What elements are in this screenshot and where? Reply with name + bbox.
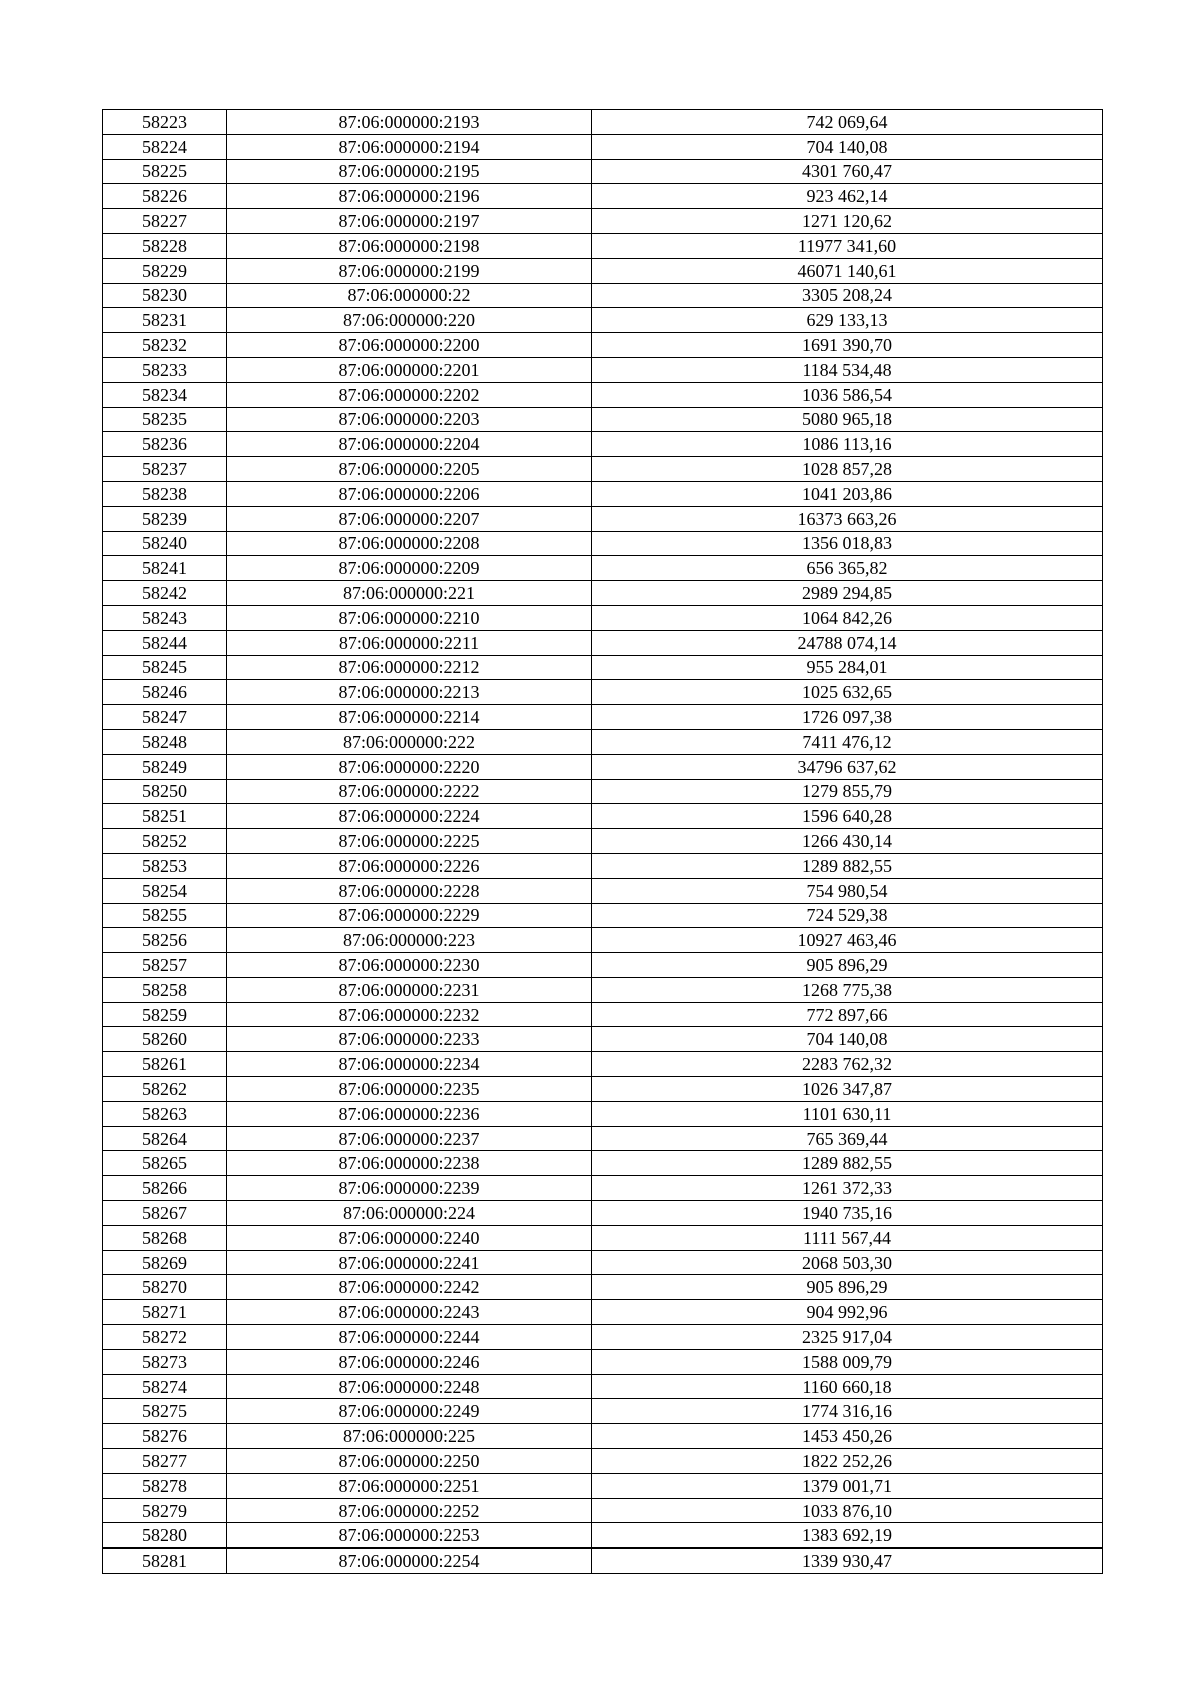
- cadastral-value-cell: 2068 503,30: [592, 1250, 1103, 1275]
- cadastral-value-cell: 1025 632,65: [592, 680, 1103, 705]
- table-row: [103, 605, 1103, 630]
- row-number-cell: 58236: [103, 432, 227, 457]
- cadastral-value-cell: 1588 009,79: [592, 1349, 1103, 1374]
- cadastral-value-cell: 10927 463,46: [592, 928, 1103, 953]
- cadastral-value-cell: 704 140,08: [592, 1027, 1103, 1052]
- cadastral-number-cell: 87:06:000000:2244: [227, 1325, 592, 1350]
- cadastral-number-cell: 87:06:000000:2250: [227, 1449, 592, 1474]
- table-row: [103, 432, 1103, 457]
- cadastral-number-cell: 87:06:000000:2237: [227, 1126, 592, 1151]
- table-row: [103, 159, 1103, 184]
- table-row: [103, 1101, 1103, 1126]
- row-number-cell: 58258: [103, 977, 227, 1002]
- row-number-cell: 58244: [103, 630, 227, 655]
- table-row: [103, 977, 1103, 1002]
- cadastral-value-cell: 1279 855,79: [592, 779, 1103, 804]
- table-row: [103, 853, 1103, 878]
- cadastral-number-cell: 87:06:000000:2249: [227, 1399, 592, 1424]
- row-number-cell: 58274: [103, 1374, 227, 1399]
- row-number-cell: 58257: [103, 953, 227, 978]
- table-row: [103, 655, 1103, 680]
- cadastral-value-cell: 1940 735,16: [592, 1201, 1103, 1226]
- cadastral-value-cell: 11977 341,60: [592, 233, 1103, 258]
- cadastral-number-cell: 87:06:000000:2248: [227, 1374, 592, 1399]
- table-row: [103, 953, 1103, 978]
- cadastral-number-cell: 87:06:000000:2208: [227, 531, 592, 556]
- row-number-cell: 58259: [103, 1002, 227, 1027]
- row-number-cell: 58268: [103, 1225, 227, 1250]
- cadastral-number-cell: 87:06:000000:2232: [227, 1002, 592, 1027]
- cadastral-value-cell: 1064 842,26: [592, 605, 1103, 630]
- row-number-cell: 58269: [103, 1250, 227, 1275]
- table-row: [103, 407, 1103, 432]
- table-row: [103, 258, 1103, 283]
- table-row: [103, 1027, 1103, 1052]
- table-row: [103, 1449, 1103, 1474]
- cadastral-value-cell: 1596 640,28: [592, 804, 1103, 829]
- table-row: [103, 184, 1103, 209]
- cadastral-number-cell: 87:06:000000:2243: [227, 1300, 592, 1325]
- row-number-cell: 58229: [103, 258, 227, 283]
- table-row: [103, 233, 1103, 258]
- row-number-cell: 58246: [103, 680, 227, 705]
- cadastral-number-cell: 87:06:000000:2235: [227, 1077, 592, 1102]
- row-number-cell: 58235: [103, 407, 227, 432]
- cadastral-number-cell: 87:06:000000:2234: [227, 1052, 592, 1077]
- row-number-cell: 58262: [103, 1077, 227, 1102]
- row-number-cell: 58254: [103, 878, 227, 903]
- cadastral-value-cell: 1028 857,28: [592, 457, 1103, 482]
- row-number-cell: 58261: [103, 1052, 227, 1077]
- cadastral-number-cell: 87:06:000000:2210: [227, 605, 592, 630]
- cadastral-value-cell: 1453 450,26: [592, 1424, 1103, 1449]
- cadastral-value-cell: 1111 567,44: [592, 1225, 1103, 1250]
- row-number-cell: 58255: [103, 903, 227, 928]
- cadastral-value-cell: 923 462,14: [592, 184, 1103, 209]
- row-number-cell: 58281: [103, 1548, 227, 1573]
- table-row: [103, 457, 1103, 482]
- row-number-cell: 58266: [103, 1176, 227, 1201]
- cadastral-value-cell: 5080 965,18: [592, 407, 1103, 432]
- cadastral-value-cell: 1026 347,87: [592, 1077, 1103, 1102]
- row-number-cell: 58237: [103, 457, 227, 482]
- table-row: [103, 1424, 1103, 1449]
- row-number-cell: 58256: [103, 928, 227, 953]
- row-number-cell: 58278: [103, 1473, 227, 1498]
- cadastral-value-cell: 2325 917,04: [592, 1325, 1103, 1350]
- cadastral-number-cell: 87:06:000000:2240: [227, 1225, 592, 1250]
- cadastral-number-cell: 87:06:000000:2198: [227, 233, 592, 258]
- cadastral-value-cell: 955 284,01: [592, 655, 1103, 680]
- row-number-cell: 58245: [103, 655, 227, 680]
- row-number-cell: 58267: [103, 1201, 227, 1226]
- table-row: [103, 779, 1103, 804]
- cadastral-value-cell: 1041 203,86: [592, 481, 1103, 506]
- cadastral-value-cell: 1289 882,55: [592, 1151, 1103, 1176]
- cadastral-value-cell: 1271 120,62: [592, 209, 1103, 234]
- table-row: [103, 1250, 1103, 1275]
- cadastral-value-cell: 1033 876,10: [592, 1498, 1103, 1523]
- cadastral-number-cell: 87:06:000000:2200: [227, 333, 592, 358]
- cadastral-value-cell: 4301 760,47: [592, 159, 1103, 184]
- cadastral-number-cell: 87:06:000000:2201: [227, 357, 592, 382]
- cadastral-number-cell: 87:06:000000:2238: [227, 1151, 592, 1176]
- table-row: [103, 134, 1103, 159]
- row-number-cell: 58260: [103, 1027, 227, 1052]
- row-number-cell: 58234: [103, 382, 227, 407]
- row-number-cell: 58247: [103, 705, 227, 730]
- cadastral-number-cell: 87:06:000000:2224: [227, 804, 592, 829]
- cadastral-number-cell: 87:06:000000:2241: [227, 1250, 592, 1275]
- cadastral-number-cell: 87:06:000000:2231: [227, 977, 592, 1002]
- row-number-cell: 58273: [103, 1349, 227, 1374]
- cadastral-number-cell: 87:06:000000:2205: [227, 457, 592, 482]
- cadastral-number-cell: 87:06:000000:2254: [227, 1548, 592, 1573]
- row-number-cell: 58279: [103, 1498, 227, 1523]
- cadastral-number-cell: 87:06:000000:2229: [227, 903, 592, 928]
- row-number-cell: 58233: [103, 357, 227, 382]
- row-number-cell: 58249: [103, 754, 227, 779]
- table-row: [103, 1498, 1103, 1523]
- cadastral-number-cell: 87:06:000000:2242: [227, 1275, 592, 1300]
- cadastral-value-cell: 16373 663,26: [592, 506, 1103, 531]
- row-number-cell: 58227: [103, 209, 227, 234]
- cadastral-number-cell: 87:06:000000:2220: [227, 754, 592, 779]
- cadastral-number-cell: 87:06:000000:2197: [227, 209, 592, 234]
- cadastral-value-cell: 724 529,38: [592, 903, 1103, 928]
- table-row: [103, 1225, 1103, 1250]
- cadastral-number-cell: 87:06:000000:2228: [227, 878, 592, 903]
- row-number-cell: 58277: [103, 1449, 227, 1474]
- table-row: [103, 630, 1103, 655]
- row-number-cell: 58242: [103, 581, 227, 606]
- table-row: [103, 1349, 1103, 1374]
- table-row: [103, 1077, 1103, 1102]
- cadastral-number-cell: 87:06:000000:225: [227, 1424, 592, 1449]
- row-number-cell: 58230: [103, 283, 227, 308]
- cadastral-number-cell: 87:06:000000:2225: [227, 829, 592, 854]
- cadastral-number-cell: 87:06:000000:2211: [227, 630, 592, 655]
- table-row: [103, 1002, 1103, 1027]
- table-row: [103, 506, 1103, 531]
- cadastral-number-cell: 87:06:000000:2204: [227, 432, 592, 457]
- row-number-cell: 58248: [103, 729, 227, 754]
- cadastral-number-cell: 87:06:000000:2233: [227, 1027, 592, 1052]
- table-row: [103, 804, 1103, 829]
- row-number-cell: 58231: [103, 308, 227, 333]
- table-row: [103, 928, 1103, 953]
- cadastral-number-cell: 87:06:000000:2213: [227, 680, 592, 705]
- cadastral-number-cell: 87:06:000000:221: [227, 581, 592, 606]
- table-row: [103, 1201, 1103, 1226]
- table-row: [103, 680, 1103, 705]
- row-number-cell: 58253: [103, 853, 227, 878]
- table-row: [103, 1052, 1103, 1077]
- cadastral-number-cell: 87:06:000000:2236: [227, 1101, 592, 1126]
- cadastral-number-cell: 87:06:000000:22: [227, 283, 592, 308]
- cadastral-value-cell: 905 896,29: [592, 1275, 1103, 1300]
- cadastral-number-cell: 87:06:000000:2252: [227, 1498, 592, 1523]
- cadastral-number-cell: 87:06:000000:2246: [227, 1349, 592, 1374]
- cadastral-number-cell: 87:06:000000:222: [227, 729, 592, 754]
- table-row: [103, 1399, 1103, 1424]
- cadastral-value-cell: 704 140,08: [592, 134, 1103, 159]
- row-number-cell: 58225: [103, 159, 227, 184]
- cadastral-number-cell: 87:06:000000:2209: [227, 556, 592, 581]
- row-number-cell: 58276: [103, 1424, 227, 1449]
- cadastral-value-cell: 1101 630,11: [592, 1101, 1103, 1126]
- table-row: [103, 556, 1103, 581]
- cadastral-value-cell: 629 133,13: [592, 308, 1103, 333]
- cadastral-value-cell: 1289 882,55: [592, 853, 1103, 878]
- table-row: [103, 531, 1103, 556]
- cadastral-number-cell: 87:06:000000:2239: [227, 1176, 592, 1201]
- cadastral-value-cell: 2283 762,32: [592, 1052, 1103, 1077]
- table-row: [103, 110, 1103, 135]
- cadastral-number-cell: 87:06:000000:224: [227, 1201, 592, 1226]
- cadastral-value-cell: 1822 252,26: [592, 1449, 1103, 1474]
- row-number-cell: 58239: [103, 506, 227, 531]
- row-number-cell: 58271: [103, 1300, 227, 1325]
- cadastral-value-cell: 754 980,54: [592, 878, 1103, 903]
- cadastral-value-table: [102, 109, 1103, 1574]
- cadastral-number-cell: 87:06:000000:2214: [227, 705, 592, 730]
- cadastral-number-cell: 87:06:000000:2230: [227, 953, 592, 978]
- row-number-cell: 58241: [103, 556, 227, 581]
- cadastral-value-cell: 1160 660,18: [592, 1374, 1103, 1399]
- table-row: [103, 333, 1103, 358]
- cadastral-value-cell: 1774 316,16: [592, 1399, 1103, 1424]
- cadastral-value-cell: 1261 372,33: [592, 1176, 1103, 1201]
- row-number-cell: 58250: [103, 779, 227, 804]
- table-row: [103, 829, 1103, 854]
- cadastral-number-cell: 87:06:000000:2253: [227, 1523, 592, 1548]
- table-row: [103, 1548, 1103, 1573]
- cadastral-number-cell: 87:06:000000:220: [227, 308, 592, 333]
- table-row: [103, 1300, 1103, 1325]
- cadastral-value-cell: 1268 775,38: [592, 977, 1103, 1002]
- cadastral-number-cell: 87:06:000000:2207: [227, 506, 592, 531]
- row-number-cell: 58224: [103, 134, 227, 159]
- cadastral-number-cell: 87:06:000000:2212: [227, 655, 592, 680]
- cadastral-value-cell: 656 365,82: [592, 556, 1103, 581]
- row-number-cell: 58238: [103, 481, 227, 506]
- row-number-cell: 58263: [103, 1101, 227, 1126]
- table-row: [103, 1473, 1103, 1498]
- cadastral-value-cell: 46071 140,61: [592, 258, 1103, 283]
- cadastral-number-cell: 87:06:000000:2226: [227, 853, 592, 878]
- cadastral-value-cell: 24788 074,14: [592, 630, 1103, 655]
- cadastral-value-cell: 1339 930,47: [592, 1548, 1103, 1573]
- table-row: [103, 1325, 1103, 1350]
- cadastral-value-cell: 904 992,96: [592, 1300, 1103, 1325]
- table-row: [103, 283, 1103, 308]
- cadastral-number-cell: 87:06:000000:2199: [227, 258, 592, 283]
- cadastral-value-cell: 1356 018,83: [592, 531, 1103, 556]
- table-row: [103, 357, 1103, 382]
- cadastral-value-cell: 772 897,66: [592, 1002, 1103, 1027]
- table-row: [103, 581, 1103, 606]
- cadastral-number-cell: 87:06:000000:2196: [227, 184, 592, 209]
- row-number-cell: 58264: [103, 1126, 227, 1151]
- row-number-cell: 58272: [103, 1325, 227, 1350]
- cadastral-number-cell: 87:06:000000:2194: [227, 134, 592, 159]
- cadastral-value-cell: 905 896,29: [592, 953, 1103, 978]
- table-row: [103, 878, 1103, 903]
- table-row: [103, 1275, 1103, 1300]
- cadastral-value-cell: 1266 430,14: [592, 829, 1103, 854]
- cadastral-value-cell: 1691 390,70: [592, 333, 1103, 358]
- row-number-cell: 58223: [103, 110, 227, 135]
- cadastral-value-cell: 2989 294,85: [592, 581, 1103, 606]
- row-number-cell: 58265: [103, 1151, 227, 1176]
- cadastral-number-cell: 87:06:000000:2251: [227, 1473, 592, 1498]
- row-number-cell: 58251: [103, 804, 227, 829]
- cadastral-value-cell: 1086 113,16: [592, 432, 1103, 457]
- table-row: [103, 1523, 1103, 1548]
- cadastral-value-cell: 1379 001,71: [592, 1473, 1103, 1498]
- table-row: [103, 754, 1103, 779]
- cadastral-number-cell: 87:06:000000:2206: [227, 481, 592, 506]
- table-row: [103, 1126, 1103, 1151]
- cadastral-number-cell: 87:06:000000:2222: [227, 779, 592, 804]
- table-row: [103, 1176, 1103, 1201]
- cadastral-number-cell: 87:06:000000:223: [227, 928, 592, 953]
- cadastral-value-cell: 34796 637,62: [592, 754, 1103, 779]
- row-number-cell: 58243: [103, 605, 227, 630]
- cadastral-number-cell: 87:06:000000:2195: [227, 159, 592, 184]
- table-row: [103, 209, 1103, 234]
- row-number-cell: 58275: [103, 1399, 227, 1424]
- cadastral-value-cell: 1036 586,54: [592, 382, 1103, 407]
- cadastral-value-cell: 7411 476,12: [592, 729, 1103, 754]
- table-row: [103, 705, 1103, 730]
- table-row: [103, 729, 1103, 754]
- cadastral-number-cell: 87:06:000000:2193: [227, 110, 592, 135]
- row-number-cell: 58240: [103, 531, 227, 556]
- table-row: [103, 1151, 1103, 1176]
- row-number-cell: 58228: [103, 233, 227, 258]
- cadastral-value-cell: 742 069,64: [592, 110, 1103, 135]
- row-number-cell: 58280: [103, 1523, 227, 1548]
- table-body: [103, 110, 1103, 1574]
- cadastral-number-cell: 87:06:000000:2202: [227, 382, 592, 407]
- cadastral-number-cell: 87:06:000000:2203: [227, 407, 592, 432]
- cadastral-value-cell: 1383 692,19: [592, 1523, 1103, 1548]
- table-row: [103, 1374, 1103, 1399]
- row-number-cell: 58226: [103, 184, 227, 209]
- row-number-cell: 58252: [103, 829, 227, 854]
- cadastral-value-cell: 3305 208,24: [592, 283, 1103, 308]
- row-number-cell: 58232: [103, 333, 227, 358]
- table-row: [103, 903, 1103, 928]
- table-row: [103, 382, 1103, 407]
- table-row: [103, 308, 1103, 333]
- row-number-cell: 58270: [103, 1275, 227, 1300]
- cadastral-value-cell: 1184 534,48: [592, 357, 1103, 382]
- table-row: [103, 481, 1103, 506]
- cadastral-value-cell: 1726 097,38: [592, 705, 1103, 730]
- cadastral-value-cell: 765 369,44: [592, 1126, 1103, 1151]
